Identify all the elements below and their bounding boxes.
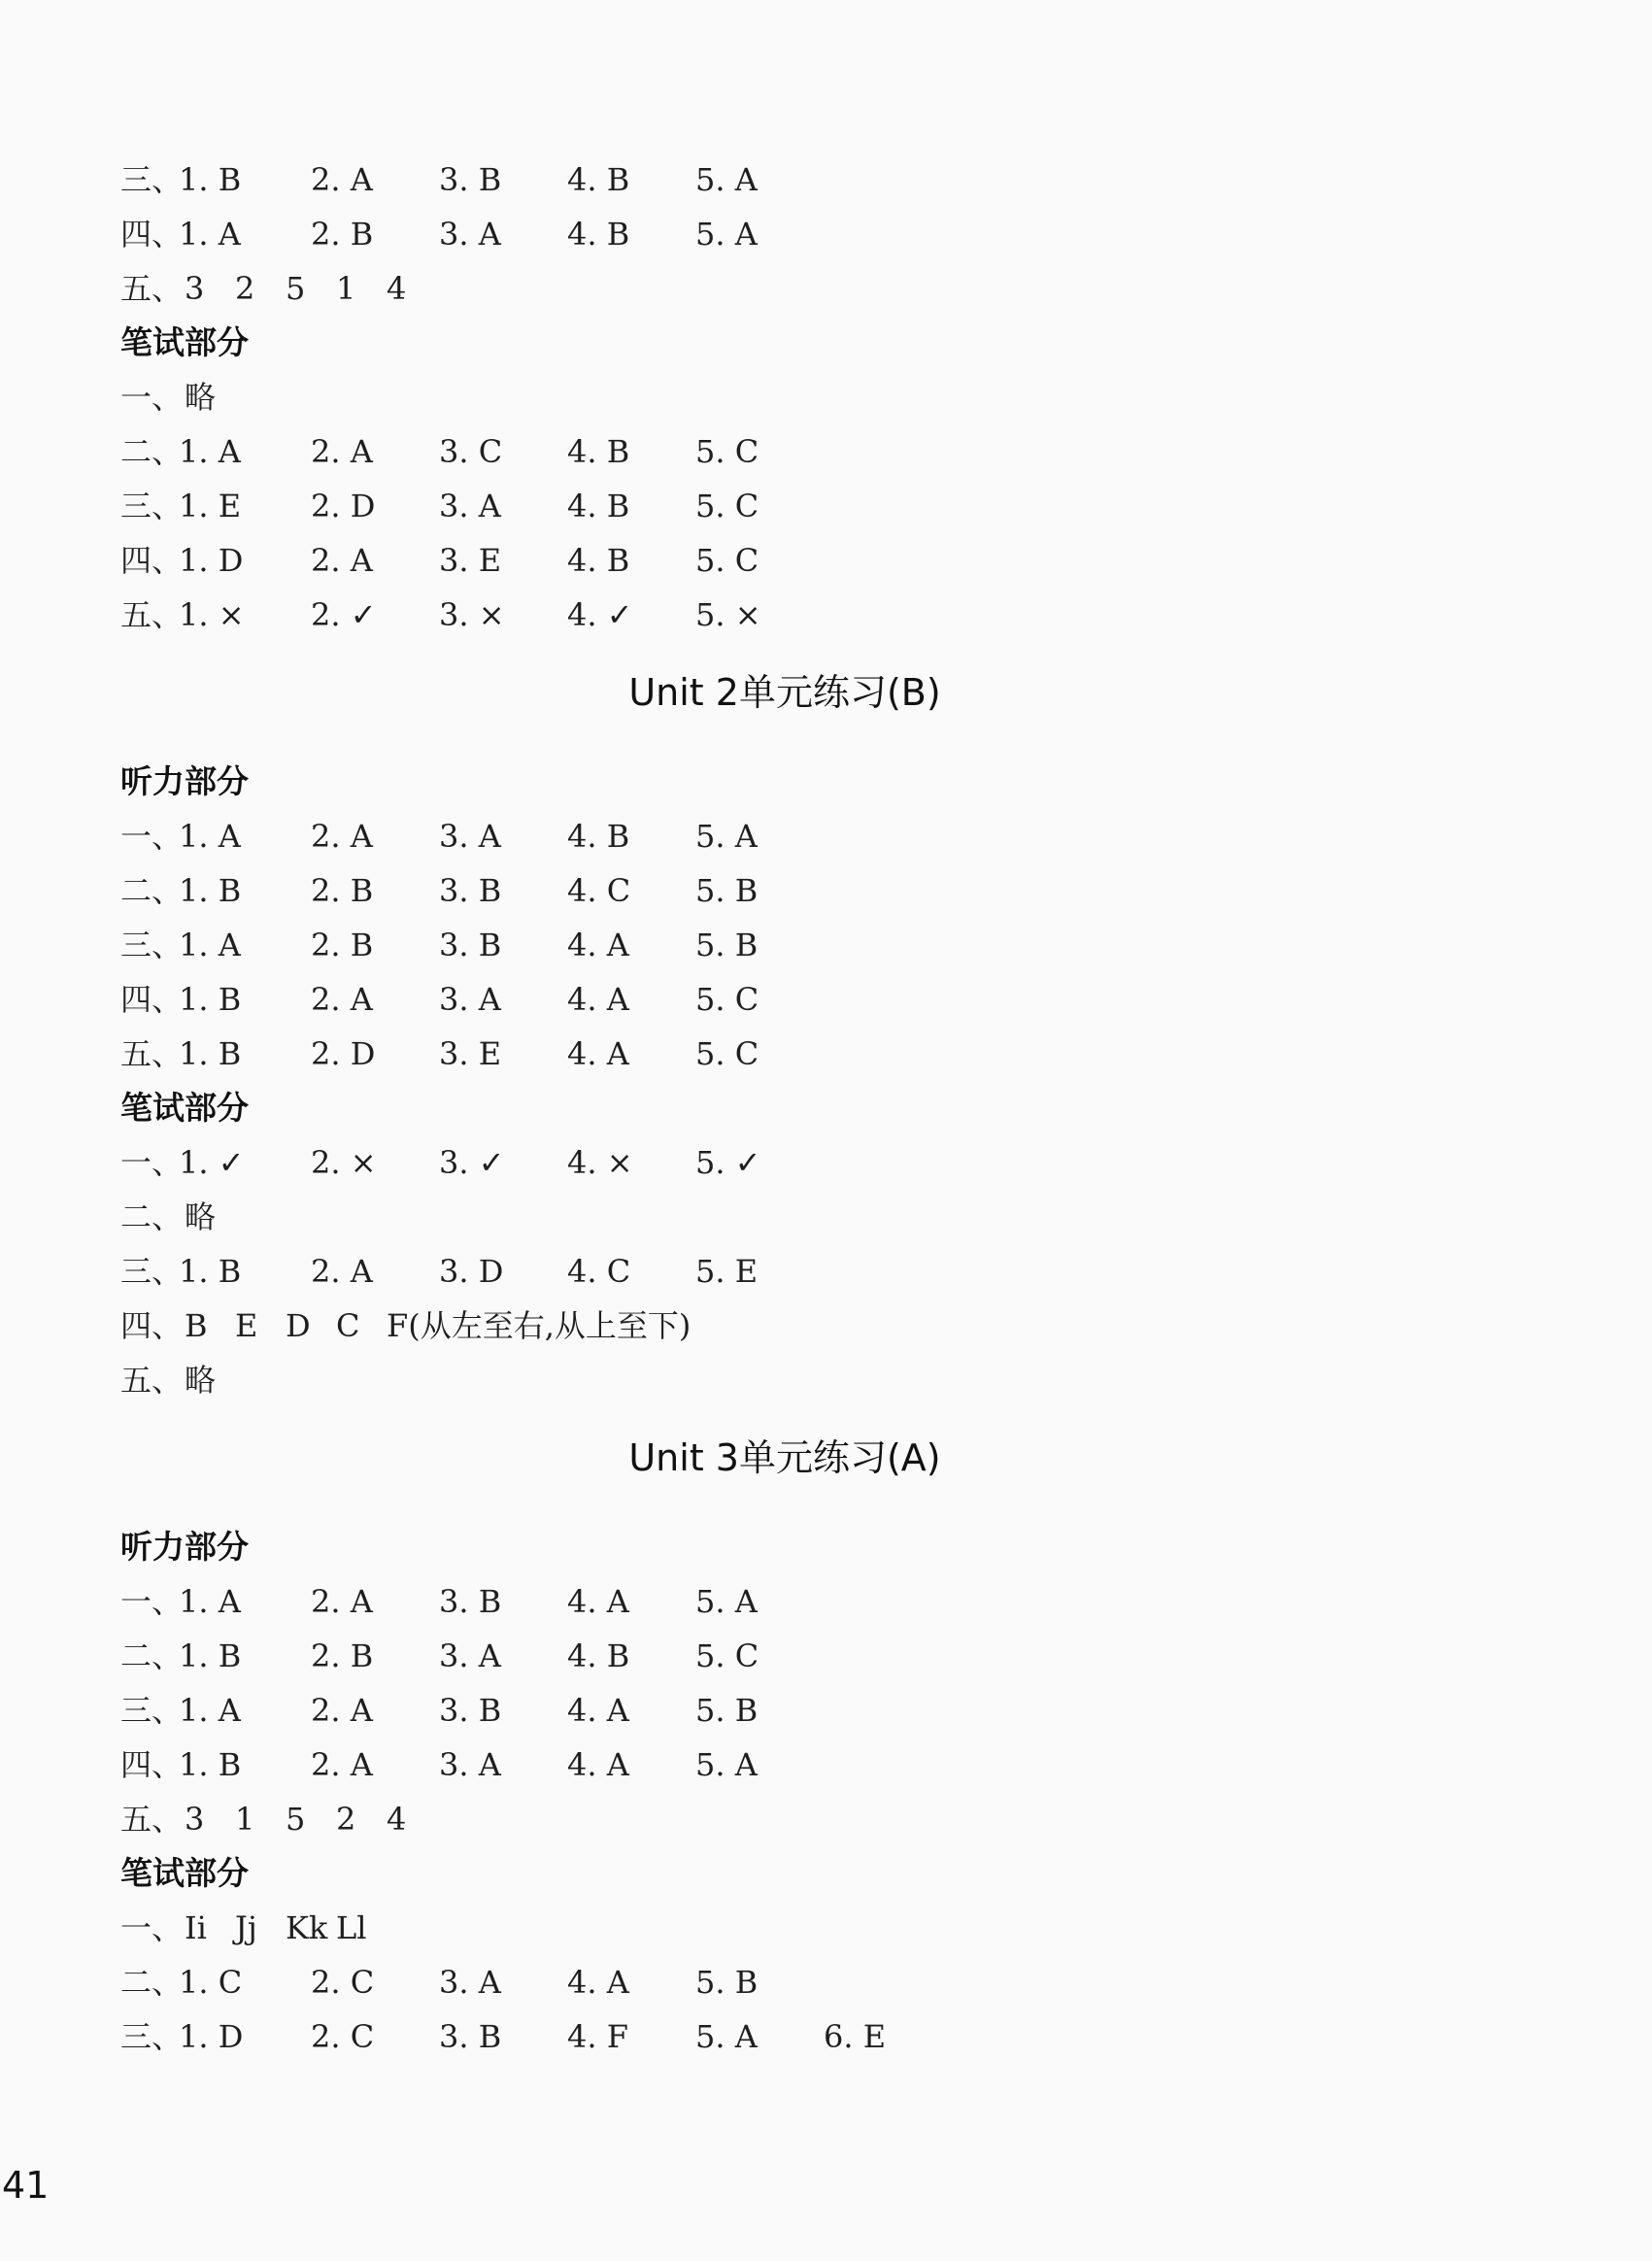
answer-item: 5. C <box>695 1637 759 1674</box>
answer-item: 3. B <box>439 2018 502 2055</box>
answer-item: 3. B <box>439 161 502 198</box>
answer-item: 4. ✓ <box>567 596 633 633</box>
answer-item: 4. A <box>567 927 629 963</box>
answer-item: D <box>286 1307 311 1344</box>
answer-item: 3 <box>185 1801 205 1838</box>
answer-item: 1. A <box>179 216 241 253</box>
question-number: 一、 <box>120 1144 184 1181</box>
question-number: 四、 <box>120 216 184 253</box>
answer-item: 3. E <box>439 542 502 579</box>
question-number: 五、 <box>120 596 184 633</box>
question-number: 一、 <box>120 379 184 416</box>
answer-item: 3. A <box>439 1746 501 1783</box>
question-number: 二、 <box>120 1198 184 1235</box>
answer-item: 5. A <box>695 161 758 198</box>
answer-item: 1. ✓ <box>179 1144 245 1181</box>
question-number: 五、 <box>120 1035 184 1072</box>
answer-item: 1. A <box>179 1692 241 1729</box>
question-number: 四、 <box>120 981 184 1018</box>
question-number: 一、 <box>120 818 184 855</box>
group-heading: 笔试部分 <box>120 1089 249 1127</box>
answer-item: 4 <box>387 270 407 307</box>
answer-item: 3. A <box>439 818 501 855</box>
answer-item: 2 <box>235 270 255 307</box>
answer-item: 1. A <box>179 433 241 470</box>
answer-item: 2. A <box>311 433 373 470</box>
answer-item: 2. B <box>311 872 374 909</box>
answer-item: 2. A <box>311 542 373 579</box>
question-number: 三、 <box>120 2018 184 2055</box>
answer-item: 5. B <box>695 1692 759 1729</box>
answer-item: Kk <box>286 1909 328 1946</box>
question-number: 五、 <box>120 270 184 307</box>
answer-item: 2 <box>336 1801 356 1838</box>
answer-item: 1. A <box>179 927 241 963</box>
answer-item: 5. C <box>695 488 759 524</box>
answer-item: 4 <box>387 1801 407 1838</box>
answer-item: 2. B <box>311 927 374 963</box>
answer-item: 3. ✓ <box>439 1144 505 1181</box>
answer-item: 5 <box>286 1801 306 1838</box>
answer-item: 1. B <box>179 1253 242 1290</box>
group-heading: 笔试部分 <box>120 1854 249 1892</box>
answer-item: 5 <box>286 270 306 307</box>
answer-item: 5. E <box>695 1253 759 1290</box>
answer-item: 2. A <box>311 818 373 855</box>
answer-item: 1. B <box>179 1035 242 1072</box>
answer-item: 4. C <box>567 1253 631 1290</box>
answer-item: 1. × <box>179 596 245 633</box>
answer-item: 4. B <box>567 216 630 253</box>
answer-item: 1. D <box>179 542 244 579</box>
group-heading: 听力部分 <box>120 762 249 800</box>
answer-item: 4. A <box>567 1964 629 2001</box>
answer-item: 略 <box>185 1198 217 1235</box>
question-number: 二、 <box>120 1637 184 1674</box>
answer-item: Ii <box>185 1909 207 1946</box>
answer-item: 3. A <box>439 488 501 524</box>
group-heading: 听力部分 <box>120 1528 249 1566</box>
answer-item: 3. B <box>439 1583 502 1620</box>
answer-item: 3. × <box>439 596 505 633</box>
answer-item: 4. A <box>567 1035 629 1072</box>
answer-item: 4. B <box>567 542 630 579</box>
question-number: 一、 <box>120 1583 184 1620</box>
answer-item: 2. D <box>311 488 376 524</box>
answer-item: 2. C <box>311 1964 375 2001</box>
answer-item: 5. B <box>695 927 759 963</box>
answer-item: 2. C <box>311 2018 375 2055</box>
answer-item: 5. C <box>695 1035 759 1072</box>
group-heading: 笔试部分 <box>120 323 249 361</box>
answer-item: E <box>235 1307 258 1344</box>
answer-item: 1. E <box>179 488 242 524</box>
answer-item: 4. B <box>567 433 630 470</box>
answer-item: 2. D <box>311 1035 376 1072</box>
answer-item: 1. D <box>179 2018 244 2055</box>
answer-item: B <box>185 1307 208 1344</box>
answer-item: 1. B <box>179 872 242 909</box>
answer-item: 3. B <box>439 872 502 909</box>
answer-item: 4. A <box>567 981 629 1018</box>
answer-item: C <box>336 1307 360 1344</box>
answer-item: 4. B <box>567 161 630 198</box>
answer-item: 4. C <box>567 872 631 909</box>
answer-item: 5. A <box>695 818 758 855</box>
answer-item: 3. B <box>439 927 502 963</box>
answer-item: 4. B <box>567 1637 630 1674</box>
answer-item: 5. B <box>695 872 759 909</box>
answer-item: 5. C <box>695 981 759 1018</box>
answer-item: 1. A <box>179 1583 241 1620</box>
answer-item: 4. A <box>567 1692 629 1729</box>
answer-item: 2. A <box>311 1746 373 1783</box>
question-number: 一、 <box>120 1909 184 1946</box>
answer-item: 5. ✓ <box>695 1144 761 1181</box>
answer-item: 3. E <box>439 1035 502 1072</box>
answer-item: 3. B <box>439 1692 502 1729</box>
section-title: Unit 3单元练习(A) <box>628 1436 941 1479</box>
answer-item: 1. C <box>179 1964 243 2001</box>
answer-item: 1 <box>235 1801 255 1838</box>
question-number: 三、 <box>120 488 184 524</box>
answer-item: 1. B <box>179 1637 242 1674</box>
answer-item: 2. A <box>311 981 373 1018</box>
answer-item: 5. B <box>695 1964 759 2001</box>
answer-item: 略 <box>185 1362 217 1399</box>
answer-item: 2. × <box>311 1144 377 1181</box>
answer-item: 2. A <box>311 1692 373 1729</box>
answer-item: 1. B <box>179 1746 242 1783</box>
question-number: 五、 <box>120 1801 184 1838</box>
question-number: 四、 <box>120 1746 184 1783</box>
answer-item: F(从左至右,从上至下) <box>387 1307 691 1344</box>
question-number: 二、 <box>120 433 184 470</box>
answer-item: 5. A <box>695 216 758 253</box>
answer-item: 5. A <box>695 1583 758 1620</box>
answer-item: 3. D <box>439 1253 504 1290</box>
answer-item: 4. A <box>567 1583 629 1620</box>
answer-item: 4. B <box>567 488 630 524</box>
answer-item: 3. A <box>439 981 501 1018</box>
answer-item: 5. × <box>695 596 761 633</box>
question-number: 五、 <box>120 1362 184 1399</box>
answer-item: 4. × <box>567 1144 633 1181</box>
answer-item: 2. A <box>311 1253 373 1290</box>
question-number: 二、 <box>120 872 184 909</box>
answer-item: 2. A <box>311 161 373 198</box>
question-number: 二、 <box>120 1964 184 2001</box>
answer-item: 3. A <box>439 216 501 253</box>
answer-item: 4. B <box>567 818 630 855</box>
answer-item: 2. B <box>311 1637 374 1674</box>
answer-item: 3. C <box>439 433 503 470</box>
answer-item: 略 <box>185 379 217 416</box>
answer-item: 5. C <box>695 433 759 470</box>
answer-item: 2. A <box>311 1583 373 1620</box>
answer-item: 5. A <box>695 2018 758 2055</box>
section-title: Unit 2单元练习(B) <box>628 671 941 714</box>
answer-item: 5. A <box>695 1746 758 1783</box>
answer-item: 4. A <box>567 1746 629 1783</box>
question-number: 三、 <box>120 1692 184 1729</box>
question-number: 三、 <box>120 161 184 198</box>
answer-item: 3. A <box>439 1637 501 1674</box>
question-number: 四、 <box>120 1307 184 1344</box>
answer-item: 1 <box>336 270 356 307</box>
answer-item: 4. F <box>567 2018 628 2055</box>
answer-item: 1. A <box>179 818 241 855</box>
question-number: 四、 <box>120 542 184 579</box>
answer-item: 3. A <box>439 1964 501 2001</box>
question-number: 三、 <box>120 927 184 963</box>
answer-item: Jj <box>235 1909 257 1946</box>
question-number: 三、 <box>120 1253 184 1290</box>
answer-item: 2. ✓ <box>311 596 377 633</box>
answer-item: 6. E <box>824 2018 887 2055</box>
page-number: 41 <box>2 2164 50 2207</box>
answer-item: 5. C <box>695 542 759 579</box>
answer-item: 2. B <box>311 216 374 253</box>
answer-item: Ll <box>336 1909 367 1946</box>
answer-item: 1. B <box>179 161 242 198</box>
answer-item: 1. B <box>179 981 242 1018</box>
answer-item: 3 <box>185 270 205 307</box>
